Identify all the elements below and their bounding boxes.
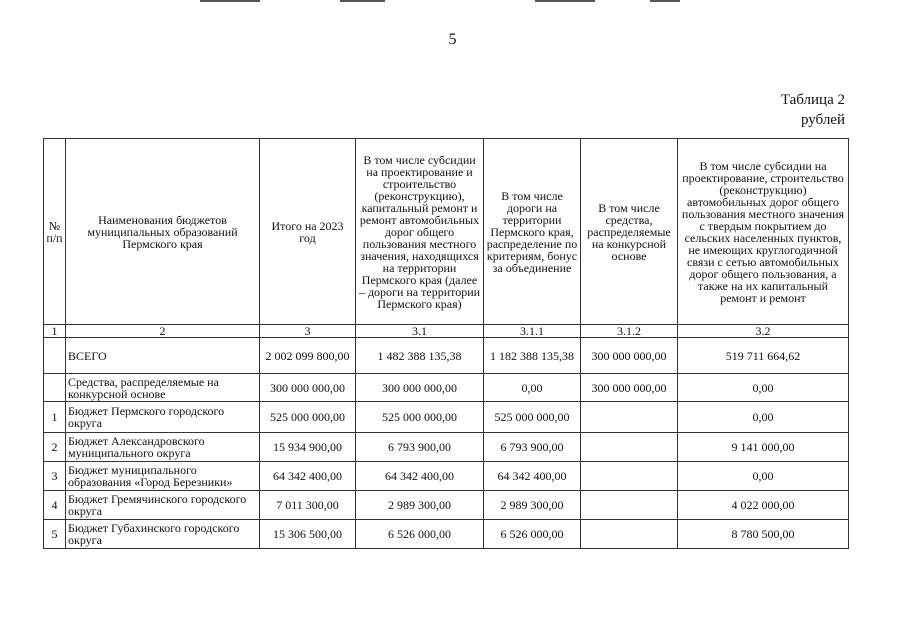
row-c312: 300 000 000,00 xyxy=(581,338,678,374)
scan-edge-mark-left xyxy=(200,0,260,2)
row-total: 300 000 000,00 xyxy=(260,374,356,402)
colnum-1: 1 xyxy=(44,325,66,338)
row-c311: 1 182 388 135,38 xyxy=(484,338,581,374)
row-num: 5 xyxy=(44,520,66,549)
row-total: 2 002 099 800,00 xyxy=(260,338,356,374)
row-num: 3 xyxy=(44,462,66,491)
row-total: 15 306 500,00 xyxy=(260,520,356,549)
row-num: 1 xyxy=(44,402,66,433)
row-c32: 8 780 500,00 xyxy=(678,520,849,549)
row-c311: 0,00 xyxy=(484,374,581,402)
row-c311: 525 000 000,00 xyxy=(484,402,581,433)
row-num xyxy=(44,374,66,402)
row-c31: 300 000 000,00 xyxy=(356,374,484,402)
budget-table xyxy=(43,138,849,549)
row-c31: 6 793 900,00 xyxy=(356,433,484,462)
row-total: 525 000 000,00 xyxy=(260,402,356,433)
row-c312 xyxy=(581,491,678,520)
table-row xyxy=(44,462,849,491)
colnum-3-1-1: 3.1.1 xyxy=(484,325,581,338)
colnum-3-1: 3.1 xyxy=(356,325,484,338)
colnum-3: 3 xyxy=(260,325,356,338)
row-c32: 4 022 000,00 xyxy=(678,491,849,520)
header-criteria-distribution: В том числе дороги на территории Пермского края, распределение по критериям, бонус за объединение xyxy=(484,139,581,325)
row-c312 xyxy=(581,462,678,491)
colnum-3-1-2: 3.1.2 xyxy=(581,325,678,338)
row-num xyxy=(44,338,66,374)
table-row xyxy=(44,402,849,433)
row-c31: 6 526 000,00 xyxy=(356,520,484,549)
row-num: 2 xyxy=(44,433,66,462)
row-total: 15 934 900,00 xyxy=(260,433,356,462)
header-rural-roads: В том числе субсидии на проектирование, строительство (реконструкцию) автомобильных дорог общего пользования местного значения с твердым покрытием до сельских населенных пунктов, не имеющих круглогодичной связи с сетью автомобильных дорог общего пользования, а также на их капитальный ремонт и ремонт xyxy=(678,139,849,325)
row-c312: 300 000 000,00 xyxy=(581,374,678,402)
row-c32: 9 141 000,00 xyxy=(678,433,849,462)
row-name: Бюджет Пермского городского округа xyxy=(66,402,260,433)
row-c312 xyxy=(581,402,678,433)
header-competitive-funds: В том числе средства, распределяемые на конкурсной основе xyxy=(581,139,678,325)
scan-edge-mark-far-right xyxy=(650,0,680,2)
row-name: Бюджет Губахинского городского округа xyxy=(66,520,260,549)
row-c32: 0,00 xyxy=(678,402,849,433)
row-name: Бюджет муниципального образования «Город Березники» xyxy=(66,462,260,491)
column-number-row xyxy=(44,325,849,338)
header-total: Итого на 2023 год xyxy=(260,139,356,325)
row-c311: 64 342 400,00 xyxy=(484,462,581,491)
row-total: 7 011 300,00 xyxy=(260,491,356,520)
row-name: Бюджет Александровского муниципального округа xyxy=(66,433,260,462)
header-name: Наименования бюджетов муниципальных образований Пермского края xyxy=(66,139,260,325)
page-number: 5 xyxy=(448,31,457,48)
table-row xyxy=(44,520,849,549)
table-units: рублей xyxy=(800,112,845,128)
row-name: Бюджет Гремячинского городского округа xyxy=(66,491,260,520)
row-c32: 0,00 xyxy=(678,374,849,402)
row-c31: 1 482 388 135,38 xyxy=(356,338,484,374)
header-row xyxy=(44,139,849,325)
row-c31: 64 342 400,00 xyxy=(356,462,484,491)
scan-edge-mark-right xyxy=(535,0,595,2)
row-name: Средства, распределяемые на конкурсной основе xyxy=(66,374,260,402)
scan-edge-mark-center xyxy=(340,0,385,2)
table-row xyxy=(44,433,849,462)
table-row xyxy=(44,338,849,374)
row-c32: 519 711 664,62 xyxy=(678,338,849,374)
row-name: ВСЕГО xyxy=(66,338,260,374)
colnum-2: 2 xyxy=(66,325,260,338)
row-c311: 6 526 000,00 xyxy=(484,520,581,549)
row-c312 xyxy=(581,433,678,462)
row-c31: 2 989 300,00 xyxy=(356,491,484,520)
header-subsidies-roads: В том числе субсидии на проектирование и строительство (реконструкцию), капитальный ремонт и ремонт автомобильных дорог общего пользования местного значения, находящихся на территории Пермского края (далее – дороги на территории Пермского края) xyxy=(356,139,484,325)
row-c31: 525 000 000,00 xyxy=(356,402,484,433)
table-caption: Таблица 2 xyxy=(780,92,845,108)
row-c32: 0,00 xyxy=(678,462,849,491)
header-num: № п/п xyxy=(44,139,66,325)
row-c311: 2 989 300,00 xyxy=(484,491,581,520)
row-total: 64 342 400,00 xyxy=(260,462,356,491)
colnum-3-2: 3.2 xyxy=(678,325,849,338)
table-row xyxy=(44,374,849,402)
row-c312 xyxy=(581,520,678,549)
row-c311: 6 793 900,00 xyxy=(484,433,581,462)
row-num: 4 xyxy=(44,491,66,520)
table-row xyxy=(44,491,849,520)
